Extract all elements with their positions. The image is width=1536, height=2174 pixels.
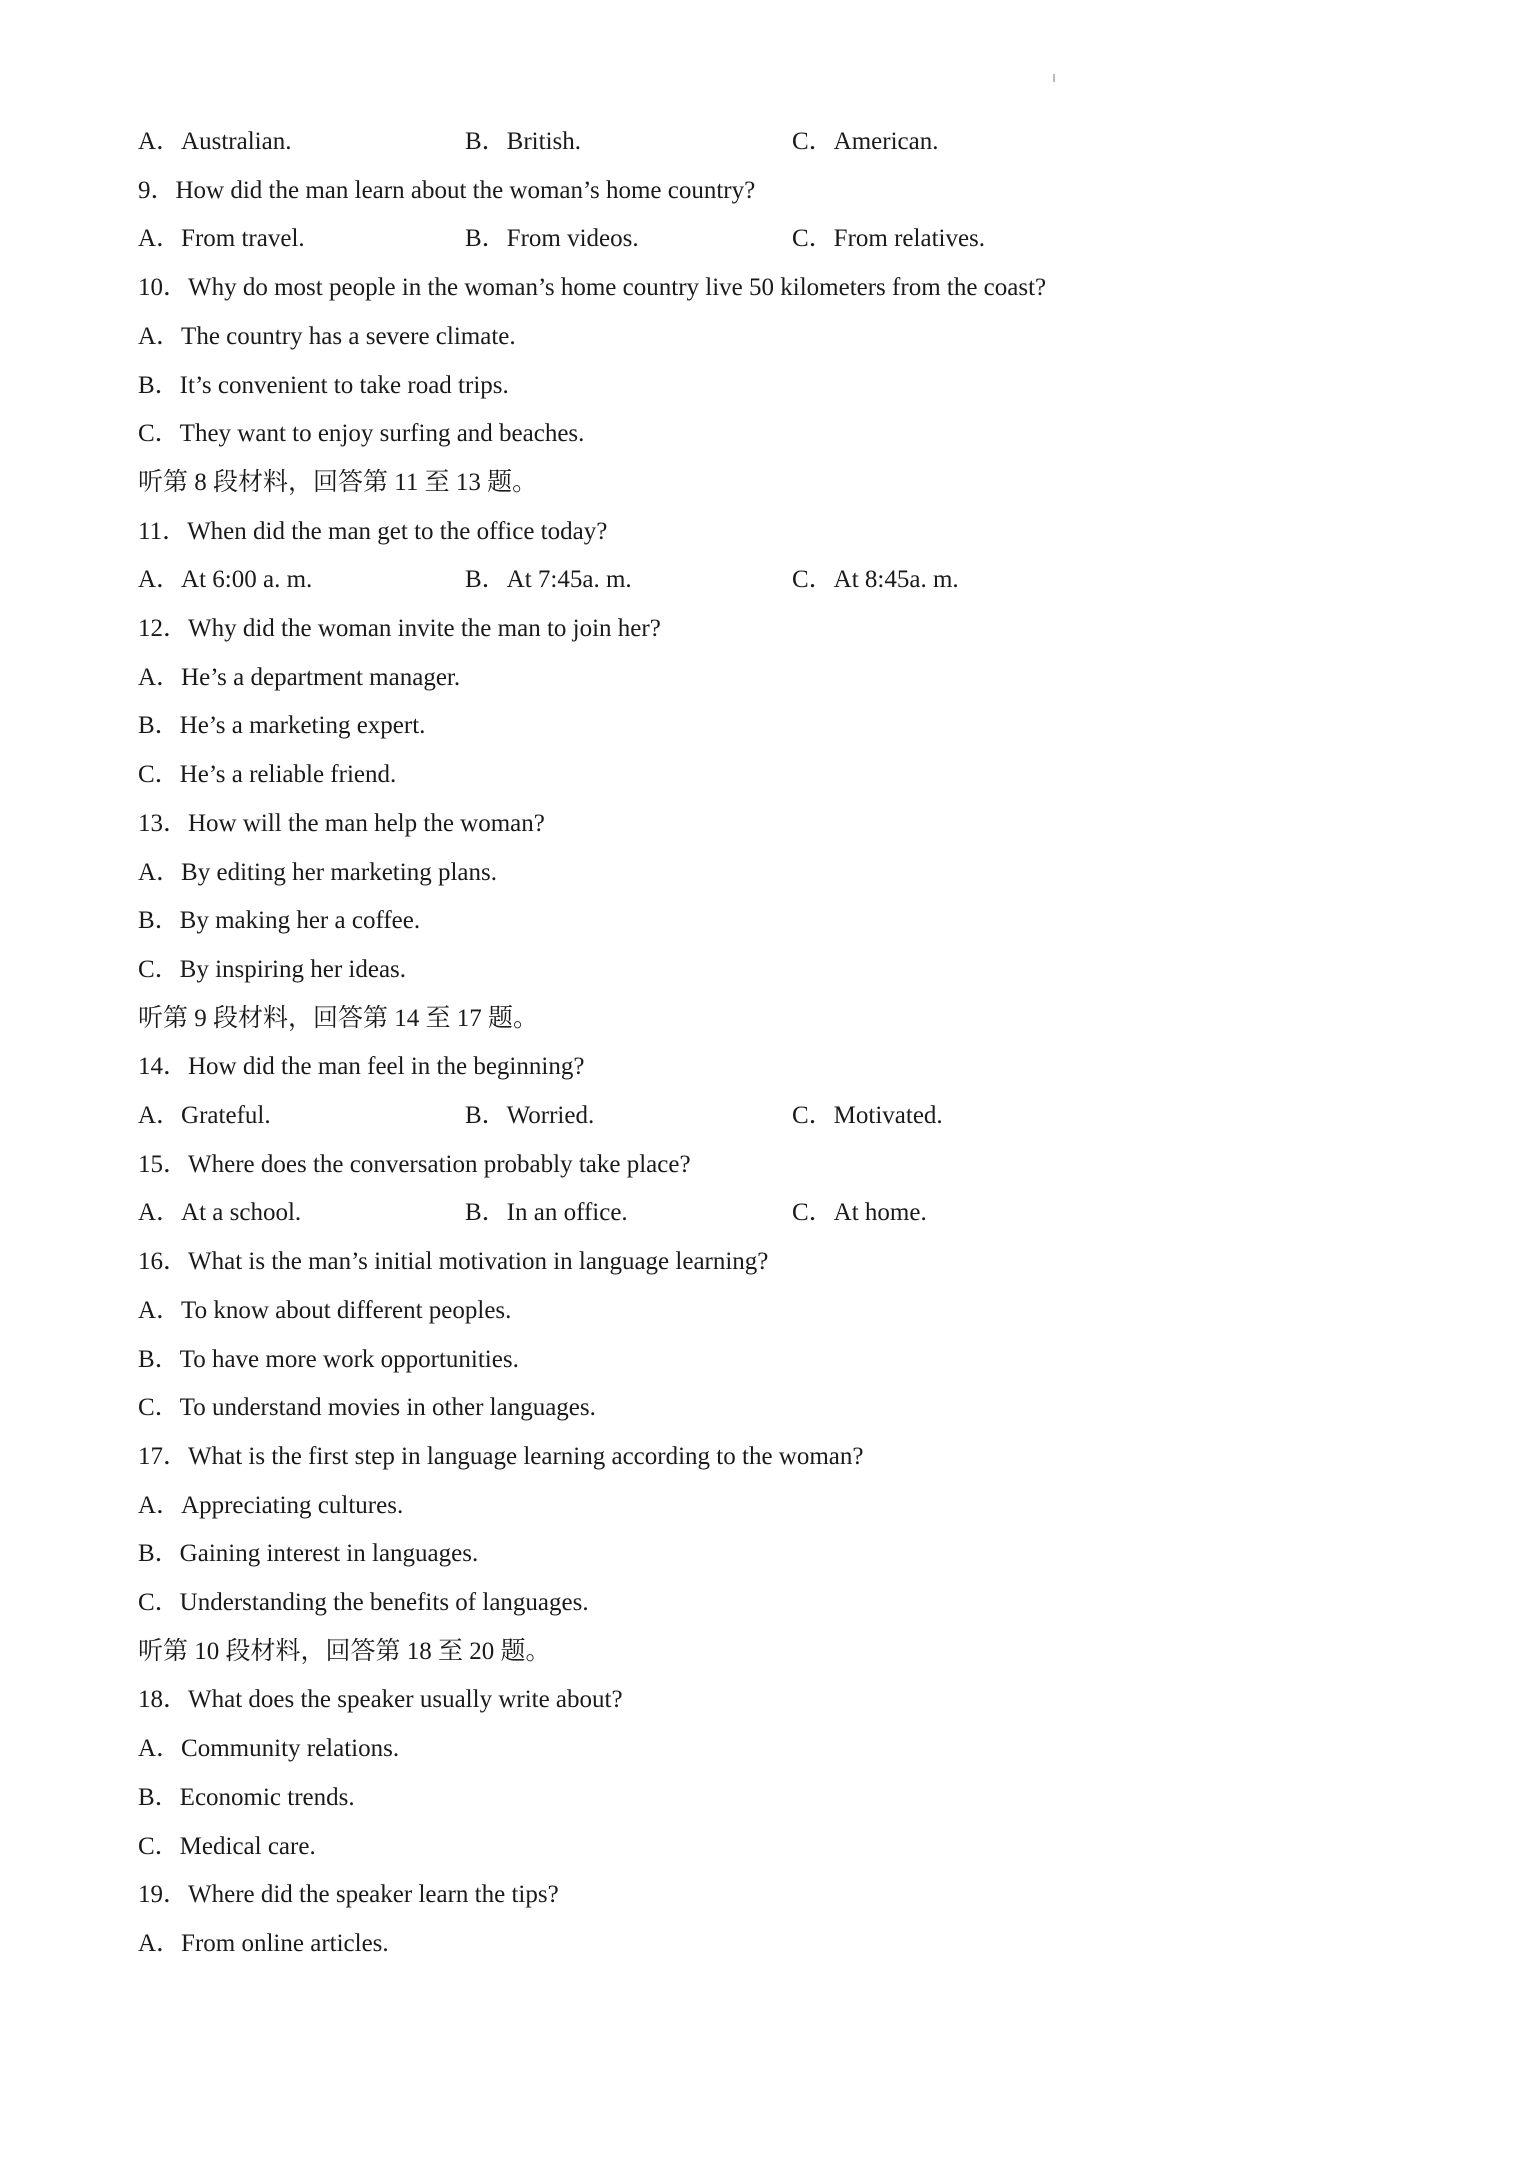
question-text: 19．Where did the speaker learn the tips? [138,1881,559,1909]
option-row [138,1197,927,1229]
answer-option: A．From online articles. [138,1929,389,1957]
question-text: 11．When did the man get to the office today? [138,517,608,545]
answer-option: A．By editing her marketing plans. [138,858,497,886]
page-mark [1053,74,1055,82]
option-row [138,1100,943,1132]
answer-option: C．From relatives. [792,225,986,253]
question-text: 15．Where does the conversation probably take place? [138,1150,691,1178]
answer-option: C．They want to enjoy surfing and beaches. [138,420,585,448]
section-instruction: 听第 10 段材料，回答第 18 至 20 题。 [138,1637,551,1665]
section-instruction: 听第 8 段材料，回答第 11 至 13 题。 [138,468,538,496]
answer-option: A．To know about different peoples. [138,1296,512,1324]
answer-option: A．At a school. [138,1199,302,1227]
answer-option: B．Worried. [465,1102,595,1129]
answer-option: C．By inspiring her ideas. [138,955,407,983]
answer-option: A．Grateful. [138,1102,271,1129]
question-text: 17．What is the first step in language learning according to the woman? [138,1442,864,1470]
option-row [138,223,985,255]
answer-option: A．Community relations. [138,1735,400,1763]
answer-option: C．Understanding the benefits of languages. [138,1589,589,1616]
question-text: 9．How did the man learn about the woman’s home country? [138,176,756,204]
answer-option: C．At 8:45a. m. [792,566,959,594]
answer-option: B．He’s a marketing expert. [138,712,426,740]
answer-option: A．He’s a department manager. [138,663,461,691]
answer-option: B．In an office. [465,1199,628,1227]
answer-option: C．At home. [792,1199,927,1227]
answer-option: B．British. [465,128,581,155]
answer-option: B．Economic trends. [138,1783,355,1811]
answer-option: A．Australian. [138,128,292,155]
answer-option: B．By making her a coffee. [138,907,421,935]
answer-option: A．Appreciating cultures. [138,1491,404,1519]
option-row [138,564,959,596]
answer-option: C．Medical care. [138,1832,316,1860]
question-text: 16．What is the man’s initial motivation in language learning? [138,1248,769,1276]
section-instruction: 听第 9 段材料，回答第 14 至 17 题。 [138,1004,539,1032]
question-text: 10．Why do most people in the woman’s home country live 50 kilometers from the coast? [138,274,1047,302]
answer-option: B．At 7:45a. m. [465,566,632,594]
answer-option: B．From videos. [465,225,639,253]
answer-option: C．He’s a reliable friend. [138,761,397,789]
option-row [138,126,939,158]
answer-option: C．American. [792,128,939,155]
answer-option: A．The country has a severe climate. [138,322,516,350]
answer-option: A．From travel. [138,225,305,253]
question-text: 14．How did the man feel in the beginning? [138,1053,585,1081]
answer-option: B．To have more work opportunities. [138,1345,519,1373]
question-text: 18．What does the speaker usually write about? [138,1686,623,1714]
answer-option: C．To understand movies in other languages. [138,1394,596,1422]
question-text: 13．How will the man help the woman? [138,809,545,837]
question-text: 12．Why did the woman invite the man to join her? [138,615,661,642]
answer-option: B．Gaining interest in languages. [138,1540,479,1568]
answer-option: C．Motivated. [792,1102,943,1129]
answer-option: A．At 6:00 a. m. [138,566,313,594]
answer-option: B．It’s convenient to take road trips. [138,371,509,399]
